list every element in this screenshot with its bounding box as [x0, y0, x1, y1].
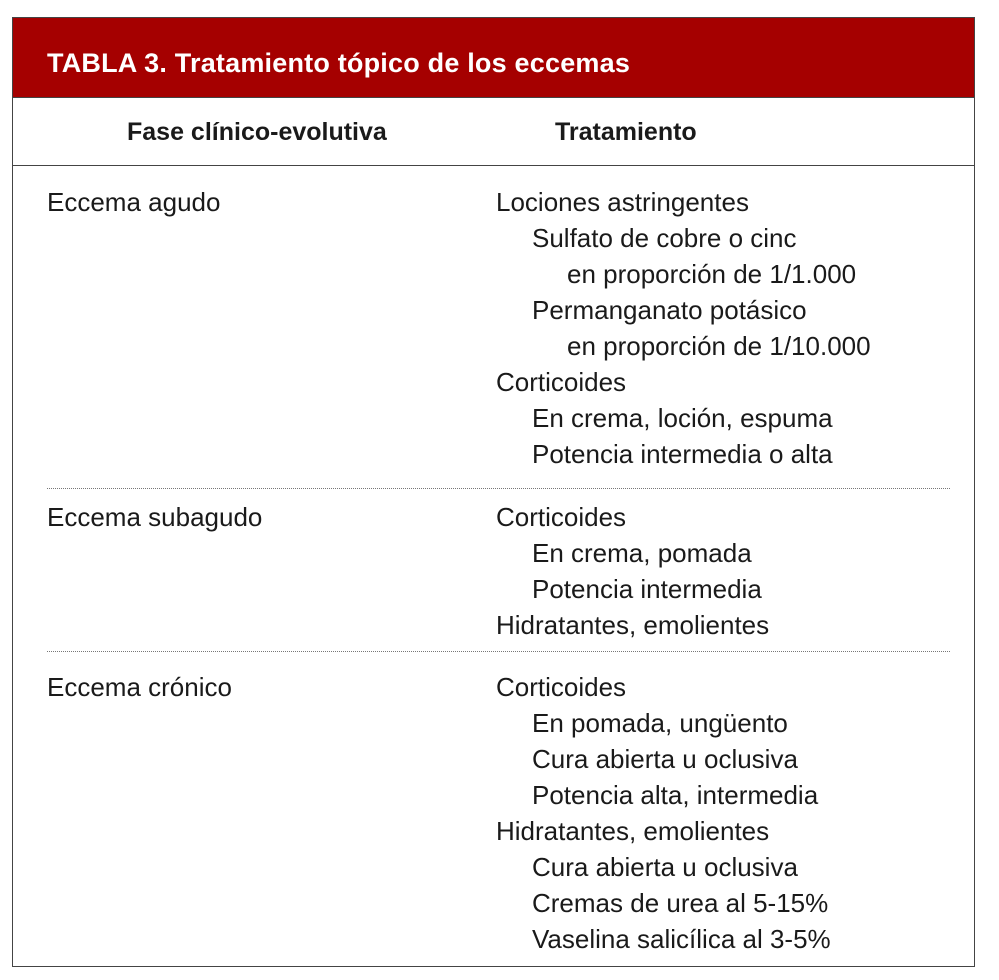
treatment-line: Potencia alta, intermedia [532, 780, 819, 810]
treatment-cell [496, 669, 831, 957]
treatment-line: Hidratantes, emolientes [496, 610, 770, 640]
treatment-line: En crema, pomada [532, 538, 752, 568]
header-treatment: Tratamiento [555, 118, 697, 146]
phase-cell: Eccema agudo [47, 187, 221, 217]
table-row-acute [13, 166, 974, 488]
treatment-line: Sulfato de cobre o cinc [532, 223, 797, 253]
header-phase: Fase clínico-evolutiva [127, 118, 387, 146]
table-row-subacute [13, 489, 974, 651]
treatment-line: Cura abierta u oclusiva [532, 852, 798, 882]
treatment-line: Cremas de urea al 5-15% [532, 888, 829, 918]
treatment-line: Vaselina salicílica al 3-5% [532, 924, 831, 954]
treatment-line: en proporción de 1/10.000 [567, 331, 871, 361]
treatment-line: Corticoides [496, 367, 627, 397]
treatment-line: Hidratantes, emolientes [496, 816, 770, 846]
table-title: TABLA 3. Tratamiento tópico de los eccemas [47, 48, 631, 78]
treatment-line: En crema, loción, espuma [532, 403, 833, 433]
treatment-line: Potencia intermedia [532, 574, 762, 604]
treatment-line: Lociones astringentes [496, 187, 749, 217]
treatment-line: Corticoides [496, 672, 627, 702]
table-header-row [13, 98, 974, 166]
treatment-line: Cura abierta u oclusiva [532, 744, 798, 774]
treatment-line: Permanganato potásico [532, 295, 807, 325]
treatment-line: Corticoides [496, 502, 627, 532]
phase-cell: Eccema crónico [47, 672, 232, 702]
treatment-cell [496, 499, 769, 643]
treatment-line: Potencia intermedia o alta [532, 439, 833, 469]
treatment-line: En pomada, ungüento [532, 708, 788, 738]
phase-cell: Eccema subagudo [47, 502, 263, 532]
table-row-chronic [13, 652, 974, 968]
treatment-cell [496, 184, 871, 472]
table-title-bar [13, 18, 974, 98]
treatment-table [12, 17, 975, 967]
treatment-line: en proporción de 1/1.000 [567, 259, 857, 289]
